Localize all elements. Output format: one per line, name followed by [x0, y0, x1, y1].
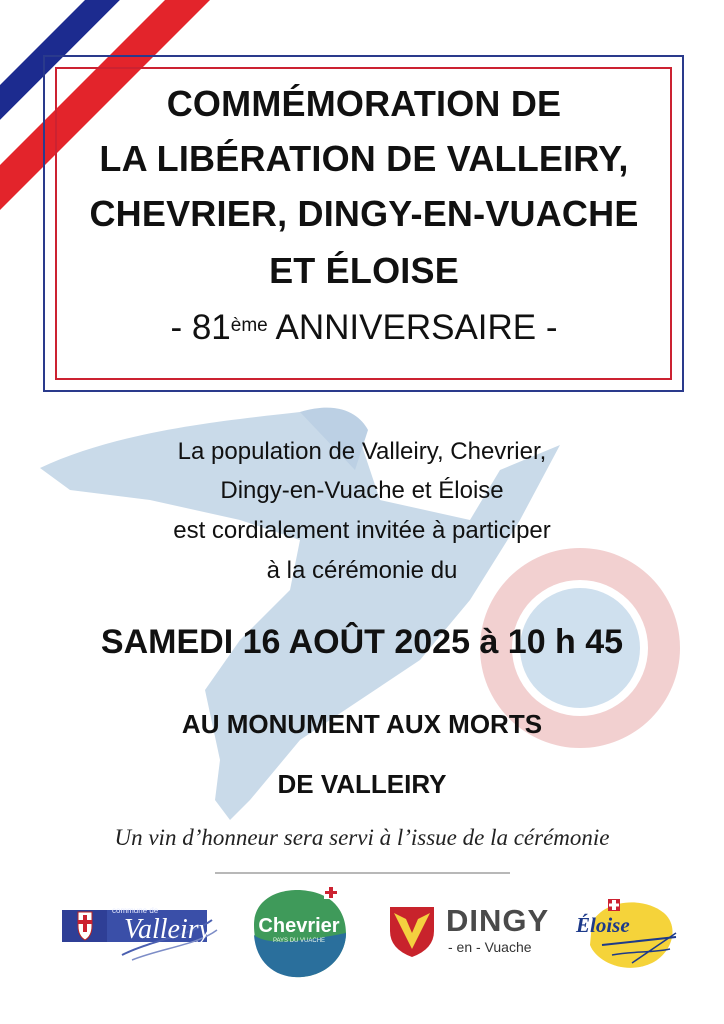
- event-place-line-1: AU MONUMENT AUX MORTS: [181, 709, 543, 739]
- anniversary-prefix: - 81: [170, 308, 231, 347]
- event-place-line-2: DE VALLEIRY: [277, 769, 447, 799]
- dingy-name: DINGY: [446, 903, 550, 938]
- separator: [215, 872, 510, 874]
- dingy-logo: [388, 903, 558, 963]
- title-line-1: COMMÉMORATION DE: [166, 83, 562, 124]
- invitation-line-4: à la cérémonie du: [266, 557, 458, 584]
- reception-note: Un vin d’honneur sera servi à l’issue de la cérémonie: [114, 825, 610, 850]
- anniversary-suffix: ANNIVERSAIRE -: [267, 308, 558, 347]
- dingy-crest-icon: [388, 903, 436, 959]
- invitation-line-2: Dingy-en-Vuache et Éloise: [220, 477, 504, 504]
- valleiry-name: Valleiry: [124, 914, 212, 945]
- invitation-line-3: est cordialement invitée à participer: [173, 517, 551, 544]
- chevrier-subtitle: PAYS DU VUACHE: [272, 938, 326, 944]
- title-line-4: ET ÉLOISE: [269, 250, 459, 291]
- title-line-2: LA LIBÉRATION DE VALLEIRY,: [99, 138, 629, 179]
- invitation-line-1: La population de Valleiry, Chevrier,: [177, 438, 547, 465]
- anniversary-sup: ème: [230, 315, 268, 336]
- anniversary-line: [60, 306, 668, 350]
- eloise-name: Éloise: [576, 913, 630, 937]
- chevrier-name: Chevrier: [258, 915, 340, 937]
- event-date: SAMEDI 16 AOÛT 2025 à 10 h 45: [100, 623, 624, 661]
- valleiry-logo: [62, 900, 222, 970]
- valleiry-commune-label: commune de: [112, 906, 159, 915]
- dingy-subtitle: - en - Vuache: [448, 939, 532, 955]
- chevrier-logo: [246, 885, 352, 981]
- title-line-3: CHEVRIER, DINGY-EN-VUACHE: [89, 193, 639, 234]
- eloise-logo: [572, 893, 684, 973]
